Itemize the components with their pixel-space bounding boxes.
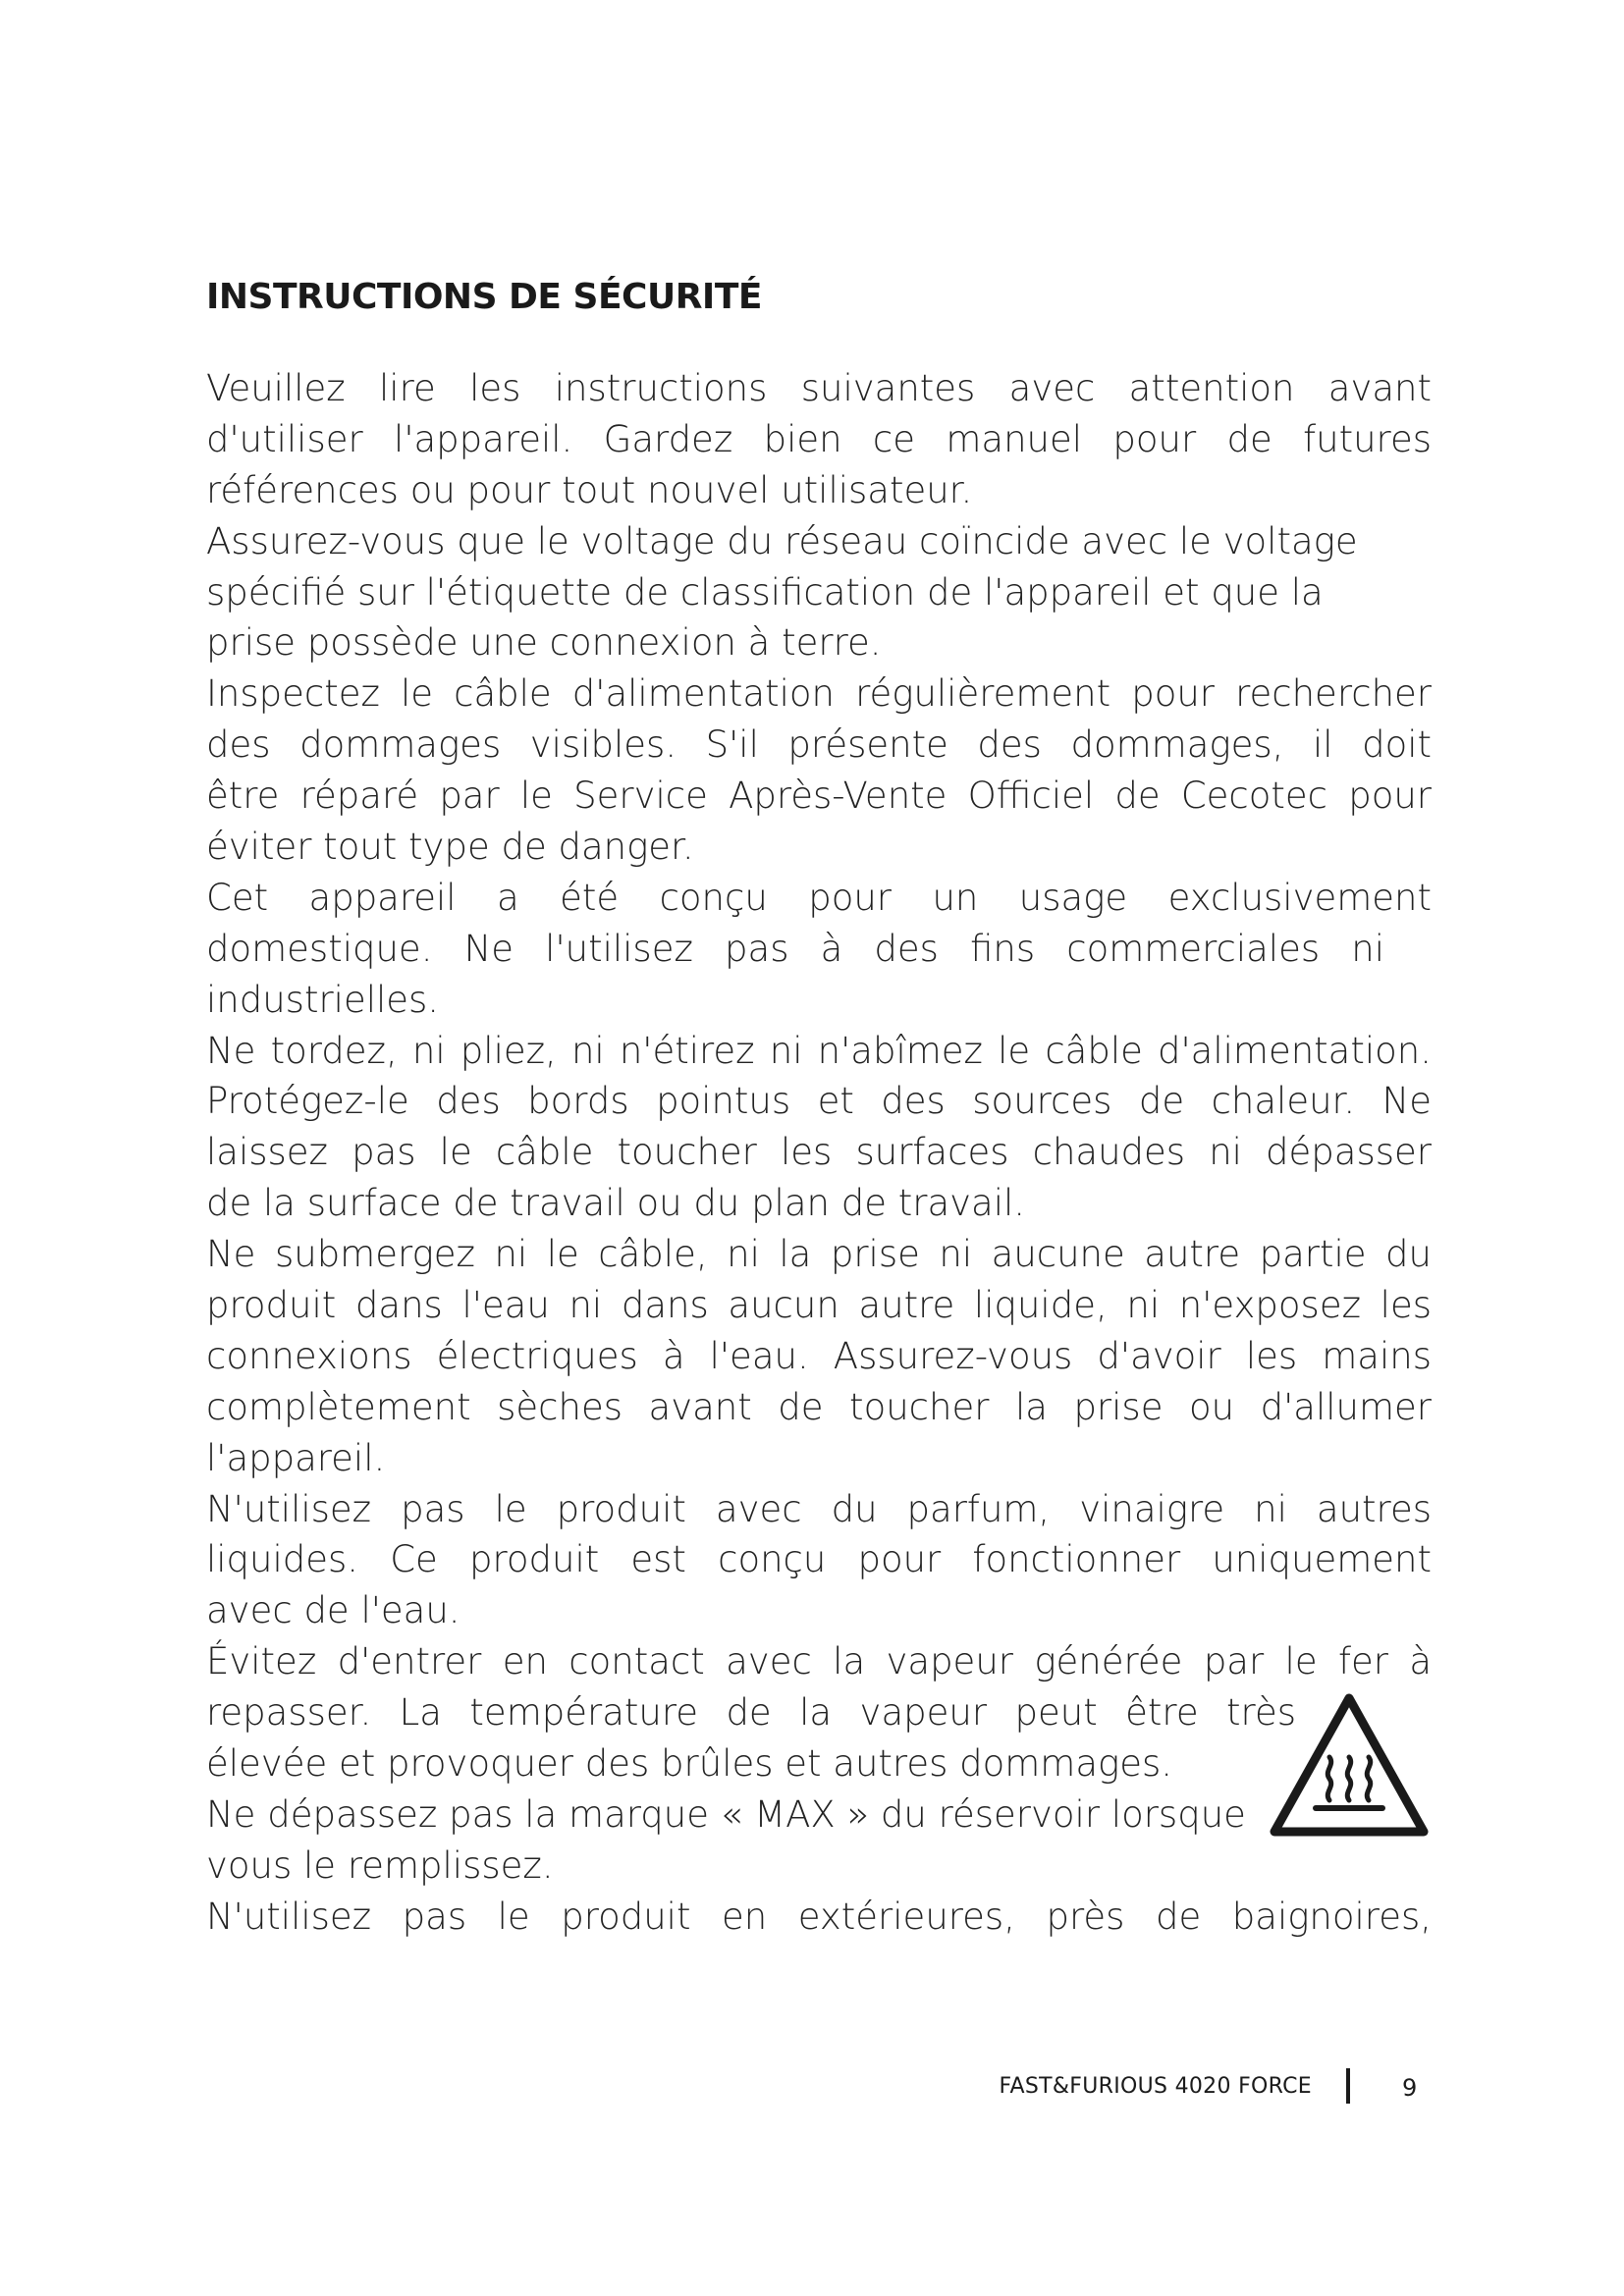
text-line: Ne submergez ni le câble, ni la prise ni aucune autre partie du [206, 1233, 1432, 1276]
text-line: repasser. La température de la vapeur peut être très [206, 1691, 1296, 1735]
text-line: Cet appareil a été conçu pour un usage exclusivement [206, 876, 1432, 919]
text-line: prise possède une connexion à terre. [206, 621, 882, 665]
text-line: vous le remplissez. [206, 1843, 554, 1887]
text-line: Assurez-vous que le voltage du réseau coïncide avec le voltage [206, 519, 1358, 562]
text-line: Ne dépassez pas la marque « MAX » du réservoir lorsque [206, 1792, 1246, 1836]
safety-instructions-text [206, 363, 1432, 1943]
page-footer [0, 2074, 1624, 2113]
page-title: INSTRUCTIONS DE SÉCURITÉ [206, 277, 762, 317]
text-line: spécifié sur l'étiquette de classification de l'appareil et que la [206, 570, 1324, 614]
text-line: des dommages visibles. S'il présente des dommages, il doit [206, 723, 1432, 767]
footer-divider [1346, 2068, 1350, 2104]
text-line: industrielles. [206, 978, 440, 1021]
text-line: de la surface de travail ou du plan de travail. [206, 1182, 1026, 1225]
text-line: l'appareil. [206, 1436, 386, 1479]
text-line: connexions électriques à l'eau. Assurez-vous d'avoir les mains [206, 1334, 1432, 1377]
text-line: Évitez d'entrer en contact avec la vapeur générée par le fer à [206, 1640, 1432, 1683]
text-line: éviter tout type de danger. [206, 826, 694, 869]
text-line: N'utilisez pas le produit avec du parfum, vinaigre ni autres [206, 1487, 1432, 1530]
hot-surface-warning-icon [1267, 1690, 1432, 1842]
footer-model-name: FAST&FURIOUS 4020 FORCE [999, 2074, 1312, 2099]
text-line: laissez pas le câble toucher les surfaces chaudes ni dépasser [206, 1131, 1432, 1174]
text-line: références ou pour tout nouvel utilisateur. [206, 468, 973, 511]
text-line: Protégez-le des bords pointus et des sources de chaleur. Ne [206, 1080, 1432, 1123]
text-line: Ne tordez, ni pliez, ni n'étirez ni n'abîmez le câble d'alimentation. [206, 1029, 1432, 1072]
page-number: 9 [1402, 2074, 1418, 2102]
text-line: complètement sèches avant de toucher la prise ou d'allumer [206, 1385, 1432, 1428]
text-line: avec de l'eau. [206, 1589, 460, 1632]
text-line: liquides. Ce produit est conçu pour fonctionner uniquement [206, 1538, 1432, 1581]
text-line: élevée et provoquer des brûles et autres dommages. [206, 1742, 1173, 1786]
text-line: produit dans l'eau ni dans aucun autre liquide, ni n'exposez les [206, 1284, 1432, 1327]
text-line: Inspectez le câble d'alimentation régulièrement pour rechercher [206, 672, 1432, 716]
text-line: être réparé par le Service Après-Vente Officiel de Cecotec pour [206, 774, 1432, 818]
text-line: Veuillez lire les instructions suivantes avec attention avant [206, 367, 1432, 409]
text-line: N'utilisez pas le produit en extérieures, près de baignoires, [206, 1895, 1432, 1938]
text-line: domestique. Ne l'utilisez pas à des fins commerciales ni [206, 927, 1384, 970]
text-line: d'utiliser l'appareil. Gardez bien ce manuel pour de futures [206, 417, 1432, 460]
